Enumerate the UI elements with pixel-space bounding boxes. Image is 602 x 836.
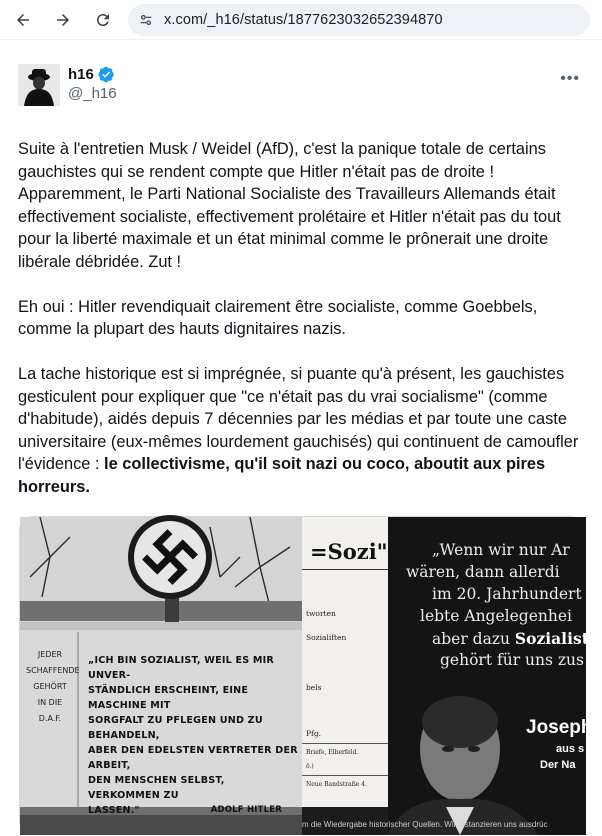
plaque-line: LASSEN." (88, 805, 140, 816)
portrait-subtitle: Der Na (540, 759, 576, 771)
pamphlet-title: =Sozi" (310, 539, 388, 564)
plaque-signature: ADOLF HITLER (210, 805, 282, 815)
quote-line (432, 629, 589, 648)
media-grid (19, 516, 593, 834)
tweet-paragraph-2: Eh oui : Hitler revendiquait clairement être socialiste, comme Goebbels, comme la plupart des hauts dignitaires nazis. (18, 297, 538, 338)
side-line: GEHÖRT (33, 682, 67, 691)
quote-line: „Wenn wir nur Ar (432, 541, 570, 559)
quote-bold: Sozialist (514, 629, 589, 648)
plaque-line: STÄNDLICH ERSCHEINT, EINE MASCHINE MIT (88, 685, 249, 711)
pamphlet-line: tworten (306, 609, 336, 618)
tweet-paragraph-3-bold: le collectivisme, qu'il soit nazi ou coco, aboutit aux pires horreurs. (18, 455, 546, 496)
more-options-button[interactable]: ••• (560, 70, 580, 87)
quote-line: lebte Angelegenhei (420, 607, 572, 625)
reload-icon (94, 11, 112, 29)
tweet-paragraph-3 (18, 363, 586, 498)
portrait-name: Joseph (526, 717, 593, 738)
media-image-goebbels[interactable] (388, 517, 593, 833)
verified-badge-icon (98, 66, 115, 83)
side-line: JEDER (37, 650, 63, 659)
plaque-side-text (26, 647, 80, 727)
plaque-line: „ICH BIN SOZIALIST, WEIL ES MIR UNVER- (88, 655, 274, 681)
side-line: SCHAFFENDE (26, 666, 80, 675)
side-line: IN DIE (37, 698, 63, 707)
tweet-text (18, 138, 602, 498)
pamphlet-divider (302, 743, 388, 744)
media-image-plaque[interactable] (20, 517, 302, 833)
side-line: D.A.F. (38, 714, 62, 723)
pamphlet-line: ö.) (306, 763, 314, 770)
quote-line: gehört für uns zus (440, 651, 584, 669)
plaque-line: DEN MENSCHEN SELBST, VERKOMMEN ZU (88, 775, 225, 801)
pamphlet-line: Sozialiften (306, 633, 347, 642)
avatar[interactable] (18, 64, 60, 106)
plaque-line: SORGFALT ZU PFLEGEN UND ZU BEHANDELN, (88, 715, 263, 741)
user-handle[interactable]: @_h16 (68, 85, 117, 102)
arrow-right-icon (54, 11, 72, 29)
forward-button[interactable] (52, 9, 74, 31)
portrait-subtitle: aus s (556, 743, 585, 755)
plaque-quote (88, 653, 300, 818)
avatar-image-icon (18, 64, 60, 106)
pamphlet-line: Pfg. (306, 729, 322, 738)
tweet-header (18, 40, 602, 128)
tweet-paragraph-3-text: La tache historique est si imprégnée, si puante qu'à présent, les gauchistes gesticulent pour expliquer que "ce n'était pas du vrai socialisme" (comme d'habitude), aidés depuis 7 décennies par les médias et par toute une caste universitaire (eux-mêmes lourdement gauchisés) qui continuent de camoufler l'évidence : (18, 365, 579, 473)
tweet (0, 40, 602, 498)
quote-text: aber dazu (432, 630, 515, 648)
arrow-left-icon (14, 11, 32, 29)
reload-button[interactable] (92, 9, 114, 31)
pamphlet-line: bels (306, 683, 322, 692)
media-disclaimer: m die Wiedergabe historischer Quellen. Wir distanzieren uns ausdrüc (302, 820, 548, 829)
address-bar[interactable] (128, 4, 590, 36)
user-info (68, 66, 117, 102)
pamphlet-divider (302, 569, 388, 570)
back-button[interactable] (12, 9, 34, 31)
pamphlet-line: Briefe, Elberfeld. (306, 749, 359, 756)
url-text[interactable]: x.com/_h16/status/1877623032652394870 (164, 11, 443, 28)
tweet-paragraph-1: Suite à l'entretien Musk / Weidel (AfD), c'est la panique totale de certains gauchistes qui se rendent compte que Hitler n'était pas de droite ! Apparemment, le Parti National Socialiste des Travailleurs Allemands était effectivement socialiste, effectivement prolétaire et Hitler n'était pas du tout pour la liberté maximale et un état minimal comme le prônerait une droite libérale débridée. Zut ! (18, 140, 561, 271)
tune-icon[interactable] (138, 12, 154, 28)
pamphlet-line: Neue Bandstraße 4. (306, 781, 367, 788)
quote-line: im 20. Jahrhundert (432, 585, 582, 603)
display-name[interactable]: h16 (68, 66, 94, 83)
plaque-line: ABER DEN EDELSTEN VERTRETER DER ARBEIT, (88, 745, 298, 771)
browser-toolbar (0, 0, 602, 40)
media-image-pamphlet[interactable] (302, 517, 388, 833)
quote-line: wären, dann allerdi (406, 563, 560, 581)
pamphlet-divider (302, 775, 388, 776)
